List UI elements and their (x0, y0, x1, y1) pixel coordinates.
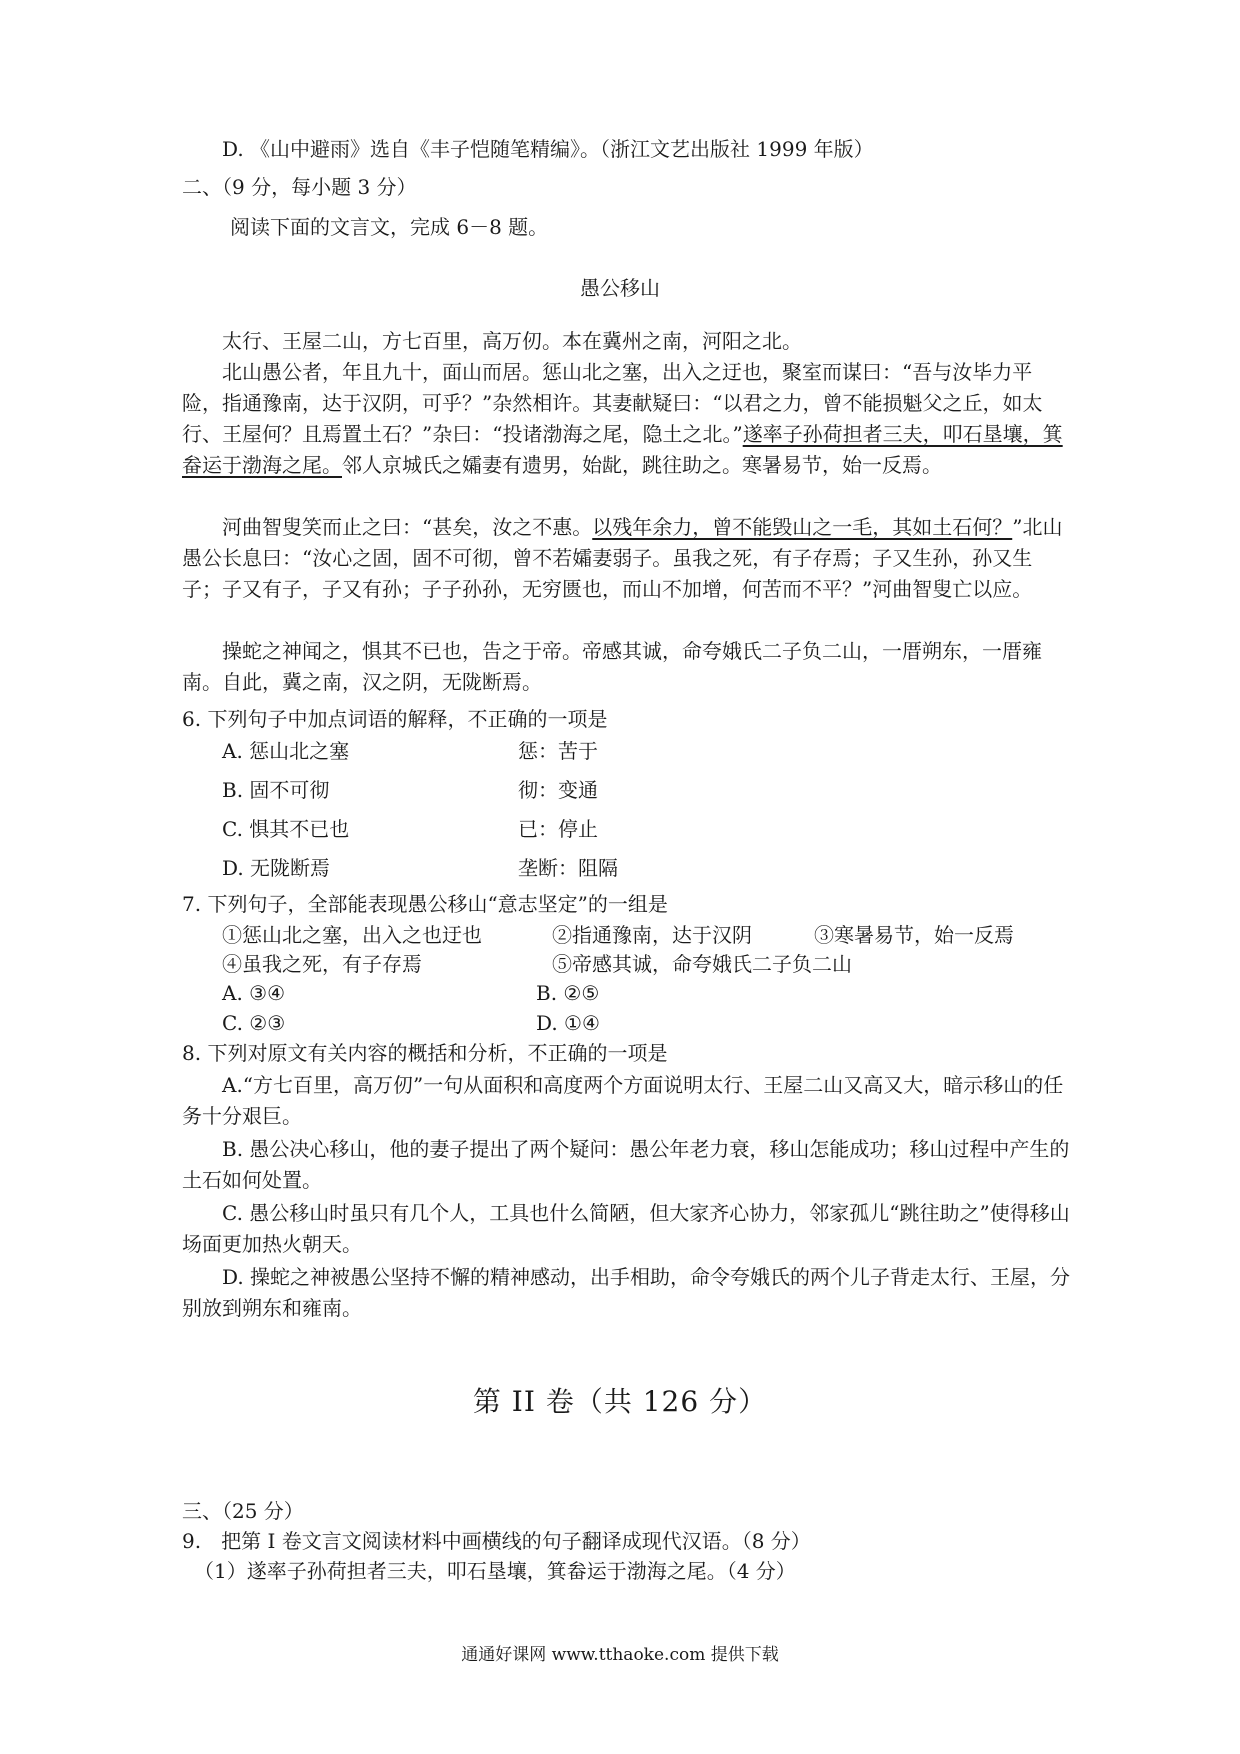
q7-option-b: B. ②⑤ (536, 981, 600, 1005)
q7-sentence-1: ①惩山北之塞，出入之也迂也 (222, 923, 482, 947)
underlined-sentence-2: 以残年余力，曾不能毁山之一毛，其如土石何？ (592, 515, 1013, 539)
q6-option-a-explanation: 惩：苦于 (518, 739, 598, 763)
question-7-stem: 7. 下列句子，全部能表现愚公移山“意志坚定”的一组是 (182, 892, 668, 916)
q6-option-c-explanation: 已：停止 (518, 817, 598, 841)
q6-option-d-explanation: 垄断：阻隔 (518, 856, 618, 880)
q8-option-b: B. 愚公决心移山，他的妻子提出了两个疑问：愚公年老力衰，移山怎能成功；移山过程中产生的土石如何处置。 (182, 1137, 1070, 1192)
passage-title: 愚公移山 (580, 276, 660, 300)
section-2-heading: 二、（9 分，每小题 3 分） (182, 175, 417, 199)
q6-option-c: C. 惧其不已也 (222, 817, 350, 841)
q7-sentence-3: ③寒暑易节，始一反焉 (814, 923, 1014, 947)
question-9: 9. 把第 I 卷文言文阅读材料中画横线的句子翻译成现代汉语。（8 分） (182, 1529, 811, 1553)
q6-option-a: A. 惩山北之塞 (222, 739, 350, 763)
passage-paragraph-2: 北山愚公者，年且九十，面山而居。惩山北之塞，出入之迂也，聚室而谋曰：“吾与汝毕力平险，指通豫南，达于汉阴，可乎？”杂然相许。其妻献疑曰：“以君之力，曾不能损魁父之丘，如太行、王屋何？且焉置土石？”杂曰：“投诸渤海之尾，隐土之北。”遂率子孙荷担者三夫，叩石垦壤，箕畚运于渤海之尾。邻人京城氏之孀妻有遗男，始龀，跳往助之。寒暑易节，始一反焉。 (182, 360, 1063, 477)
question-8-stem: 8. 下列对原文有关内容的概括和分析，不正确的一项是 (182, 1041, 668, 1065)
q6-option-b: B. 固不可彻 (222, 778, 330, 802)
q7-option-d: D. ①④ (536, 1011, 600, 1035)
question-6-stem: 6. 下列句子中加点词语的解释，不正确的一项是 (182, 707, 608, 731)
q7-option-a: A. ③④ (222, 981, 286, 1005)
underlined-sentence-1: 遂率子孙荷担者三夫，叩石垦壤，箕畚运于渤海之尾。 (182, 422, 1063, 477)
q7-sentence-5: ⑤帝感其诚，命夸娥氏二子负二山 (552, 952, 852, 976)
passage-paragraph-4: 操蛇之神闻之，惧其不已也，告之于帝。帝感其诚，命夸娥氏二子负二山，一厝朔东，一厝雍南。自此，冀之南，汉之阴，无陇断焉。 (182, 639, 1042, 694)
page-footer: 通通好课网 www.tthaoke.com 提供下载 (461, 1645, 779, 1665)
part-2-title: 第 II 卷（共 126 分） (472, 1385, 768, 1418)
section-2-instruction: 阅读下面的文言文，完成 6－8 题。 (230, 215, 549, 239)
q7-option-c: C. ②③ (222, 1011, 286, 1035)
q8-option-c: C. 愚公移山时虽只有几个人，工具也什么简陋，但大家齐心协力，邻家孤儿“跳往助之”使得移山场面更加热火朝天。 (182, 1201, 1070, 1256)
section-3-heading: 三、（25 分） (182, 1499, 304, 1523)
q8-option-d: D. 操蛇之神被愚公坚持不懈的精神感动，出手相助，命令夸娥氏的两个儿子背走太行、王屋，分别放到朔东和雍南。 (182, 1265, 1071, 1320)
passage-paragraph-1: 太行、王屋二山，方七百里，高万仞。本在冀州之南，河阳之北。 (222, 329, 802, 353)
q7-sentence-4: ④虽我之死，有子存焉 (222, 952, 422, 976)
question-9-part-1: （1）遂率子孙荷担者三夫，叩石垦壤，箕畚运于渤海之尾。（4 分） (194, 1559, 796, 1583)
passage-paragraph-3: 河曲智叟笑而止之曰：“甚矣，汝之不惠。以残年余力，曾不能毁山之一毛，其如土石何？”北山愚公长息曰：“汝心之固，固不可彻，曾不若孀妻弱子。虽我之死，有子存焉；子又生孙，孙又生子；子又有子，子又有孙；子子孙孙，无穷匮也，而山不加增，何苦而不平？”河曲智叟亡以应。 (182, 515, 1063, 601)
q6-option-b-explanation: 彻：变通 (518, 778, 598, 802)
q7-sentence-2: ②指通豫南，达于汉阴 (552, 923, 752, 947)
q6-option-d: D. 无陇断焉 (222, 856, 331, 880)
q8-option-a: A.“方七百里，高万仞”一句从面积和高度两个方面说明太行、王屋二山又高又大，暗示移山的任务十分艰巨。 (182, 1073, 1064, 1128)
previous-option-d: D. 《山中避雨》选自《丰子恺随笔精编》。（浙江文艺出版社 1999 年版） (222, 137, 874, 161)
